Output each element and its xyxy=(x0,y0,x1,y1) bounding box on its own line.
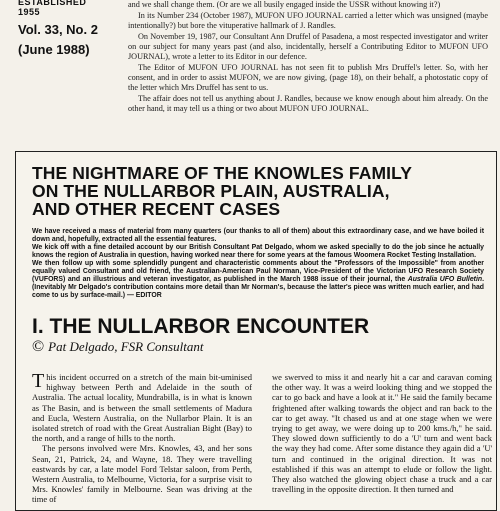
intro-text: We then follow up with some splendidly pungent and characteristic comments about the "Professors of the Impossible" from another equally valued Consultant and old friend, the Australian-American Paul Norman, Vice-President of the Victorian UFO Research Society (VUFORS) and an illustrious and veteran investigator, as published in the March 1988 issue of their journal, the xyxy=(32,260,484,283)
body-paragraph xyxy=(32,372,252,443)
drop-cap: T xyxy=(32,370,45,392)
intro-paragraph: We kick off with a fine detailed account by our British Consultant Pat Delgado, whom we asked specially to do the job since he actually knows the region of Australia in question, having worked near there for some years at the famous Woomera Rocket Testing Installation. xyxy=(32,244,484,259)
article-headline xyxy=(32,164,492,218)
editorial-paragraph: The affair does not tell us anything about J. Randles, because we know enough about him already. On the other hand, it may tell us a thing or two about MUFON UFO JOURNAL. xyxy=(128,94,488,113)
issue-date: (June 1988) xyxy=(18,42,90,57)
editorial-paragraph: In its Number 234 (October 1987), MUFON UFO JOURNAL carried a letter which was unsigned (maybe intentionally?) but bore the vituperative hallmark of J. Randles. xyxy=(128,11,488,30)
editorial-column xyxy=(128,0,488,115)
article-box xyxy=(15,151,497,511)
volume-number: Vol. 33, No. 2 xyxy=(18,22,98,37)
headline-line: THE NIGHTMARE OF THE KNOWLES FAMILY xyxy=(32,163,413,183)
article-intro xyxy=(32,228,484,300)
established-label: ESTABLISHED 1955 xyxy=(18,0,87,17)
body-paragraph: we swerved to miss it and nearly hit a car and caravan coming the other way. It was a weird looking thing and we stopped the car to go back and have a look at it." He said the family became frightened after walking towards the object and ran back to the car to get away. "It chased us and at one stage when we were trying to get away, we were doing up to 200 kms./h," he said. They slowed down sufficiently to do a 'U' turn and went back the way they had come. After some distance they again did a 'U' turn and continued in the original direction. It was not established if this was an attempt to elude or follow the light. They also watched the glowing object chase a truck and a car travelling in the opposite direction. It then turned and xyxy=(272,372,492,495)
body-paragraph: The persons involved were Mrs. Knowles, 43, and her sons Sean, 21, Patrick, 24, and Wayne, 18. They were travelling eastwards by car, a late model Ford Telstar saloon, from Perth, Western Australia, to Melbourne, Victoria, for a surprise visit to Mrs. Knowles' family in Melbourne. Sean was driving at the time of xyxy=(32,443,252,505)
right-column xyxy=(272,372,492,494)
copyright-symbol: © xyxy=(32,338,45,355)
masthead xyxy=(18,0,108,57)
body-text: his incident occurred on a stretch of the main bit-uminised highway between Perth and Adelaide in the south of Australia. The actual locality, Mundrabilla, is in what is known as The Basin, and is between the small settlements of Madura and Eucla, Western Australia, on the Nullarbor Plain. It is an isolated stretch of road with the Great Australian Bight (Bay) to the north, and a range of hills to the north. xyxy=(32,372,252,444)
byline xyxy=(32,339,332,354)
editorial-paragraph: On November 19, 1987, our Consultant Ann Druffel of Pasadena, a most respected investigator and writer on our subject for many years past (and also, incidentally, herself a Contributing Editor to MUFON UFO JOURNAL), wrote a letter to its Editor in our defence. xyxy=(128,32,488,61)
journal-title: Australia UFO Bulletin xyxy=(407,276,483,283)
author-name: Pat Delgado, FSR Consultant xyxy=(48,339,204,354)
intro-text: . (Inevitably Mr Delgado's contribution contains more detail than Mr Norman's, because the latter's piece was written much earlier, and had come to us by surface-mail.) — EDITOR xyxy=(32,276,484,299)
editorial-paragraph: and we shall change them. (Or are we all busily engaged inside the USSR without knowing it?) xyxy=(128,0,441,9)
headline-line: AND OTHER RECENT CASES xyxy=(32,199,281,219)
intro-paragraph: We have received a mass of material from many quarters (our thanks to all of them) about this extraordinary case, and we have boiled it down and, hopefully, extracted all the essential features. xyxy=(32,228,484,243)
left-column xyxy=(32,372,252,505)
headline-line: ON THE NULLARBOR PLAIN, AUSTRALIA, xyxy=(32,181,390,201)
editorial-paragraph: The Editor of MUFON UFO JOURNAL has not seen fit to publish Mrs Druffel's letter. So, with her consent, and in order to assist MUFON, we are now giving, (page 18), on their behalf, a photostatic copy of the letter which Mrs Druffel has sent to us. xyxy=(128,63,488,92)
section-title: I. THE NULLARBOR ENCOUNTER xyxy=(32,315,370,338)
intro-paragraph xyxy=(32,260,484,300)
